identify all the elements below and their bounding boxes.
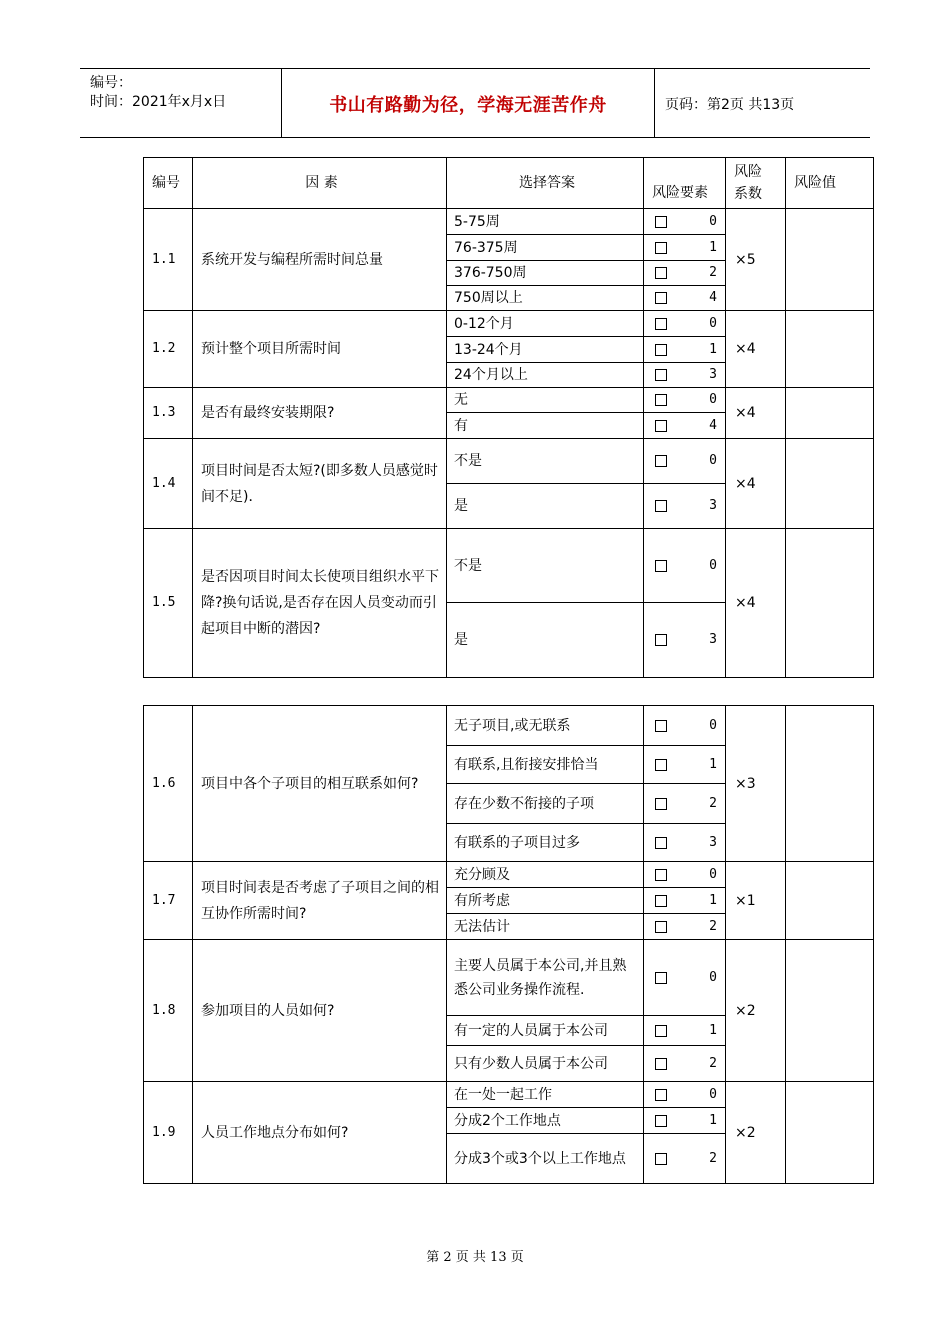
risk-coefficient: ×2 <box>726 940 786 1082</box>
checkbox[interactable] <box>655 837 667 849</box>
table-row <box>144 209 874 235</box>
risk-value-cell <box>786 439 874 529</box>
answer-option: 376-750周 <box>447 261 644 286</box>
item-number: 1.4 <box>144 439 193 529</box>
risk-element-cell <box>644 784 726 824</box>
risk-coefficient: ×4 <box>726 388 786 439</box>
answer-option: 不是 <box>447 529 644 603</box>
risk-coefficient: ×5 <box>726 209 786 311</box>
checkbox[interactable] <box>655 560 667 572</box>
checkbox[interactable] <box>655 1058 667 1070</box>
answer-option: 存在少数不衔接的子项 <box>447 784 644 824</box>
risk-element-cell <box>644 235 726 261</box>
risk-element-cell <box>644 824 726 862</box>
answer-option: 5-75周 <box>447 209 644 235</box>
table-row <box>144 706 874 746</box>
answer-option: 是 <box>447 603 644 678</box>
answer-option: 不是 <box>447 439 644 484</box>
factor-text: 项目时间是否太短?(即多数人员感觉时间不足)． <box>193 439 447 529</box>
risk-element-value: 0 <box>709 315 717 331</box>
risk-value-cell <box>786 209 874 311</box>
risk-element-value: 2 <box>709 1150 717 1166</box>
checkbox[interactable] <box>655 455 667 467</box>
risk-element-value: 1 <box>709 1112 717 1128</box>
risk-element-value: 1 <box>709 239 717 255</box>
answer-option: 主要人员属于本公司,并且熟悉公司业务操作流程. <box>447 940 644 1016</box>
checkbox[interactable] <box>655 292 667 304</box>
checkbox[interactable] <box>655 1115 667 1127</box>
risk-element-value: 3 <box>709 834 717 850</box>
answer-option: 有联系的子项目过多 <box>447 824 644 862</box>
checkbox[interactable] <box>655 267 667 279</box>
risk-element-value: 2 <box>709 795 717 811</box>
risk-element-cell <box>644 1046 726 1082</box>
col-risk-element-header: 风险要素 <box>644 158 726 209</box>
risk-element-cell <box>644 484 726 529</box>
risk-element-cell <box>644 413 726 439</box>
answer-option: 13-24个月 <box>447 337 644 363</box>
checkbox[interactable] <box>655 318 667 330</box>
col-answer-header: 选择答案 <box>447 158 644 209</box>
risk-element-value: 2 <box>709 265 717 280</box>
page-footer: 第 2 页 共 13 页 <box>426 1250 524 1265</box>
risk-element-cell <box>644 940 726 1016</box>
answer-option: 无 <box>447 388 644 413</box>
item-number: 1.6 <box>144 706 193 862</box>
risk-value-cell <box>786 940 874 1082</box>
checkbox[interactable] <box>655 1153 667 1165</box>
answer-option: 750周以上 <box>447 286 644 311</box>
risk-coefficient: ×4 <box>726 439 786 529</box>
risk-element-cell <box>644 706 726 746</box>
item-number: 1.3 <box>144 388 193 439</box>
risk-coef-line2: 系数 <box>734 186 762 202</box>
risk-element-cell <box>644 888 726 914</box>
header-meta <box>80 69 281 137</box>
risk-value-cell <box>786 706 874 862</box>
item-number: 1.2 <box>144 311 193 388</box>
table-row <box>144 529 874 603</box>
answer-option: 无子项目,或无联系 <box>447 706 644 746</box>
risk-element-cell <box>644 439 726 484</box>
table-row <box>144 940 874 1016</box>
answer-option: 充分顾及 <box>447 862 644 888</box>
risk-coefficient: ×2 <box>726 1082 786 1184</box>
checkbox[interactable] <box>655 720 667 732</box>
risk-element-value: 0 <box>709 717 717 733</box>
checkbox[interactable] <box>655 798 667 810</box>
risk-value-cell <box>786 388 874 439</box>
risk-element-value: 1 <box>709 756 717 772</box>
checkbox[interactable] <box>655 895 667 907</box>
checkbox[interactable] <box>655 634 667 646</box>
risk-element-cell <box>644 914 726 940</box>
risk-element-cell <box>644 337 726 363</box>
risk-element-cell <box>644 603 726 678</box>
risk-value-cell <box>786 862 874 940</box>
risk-element-cell <box>644 746 726 784</box>
risk-element-cell <box>644 1016 726 1046</box>
time-label: 时间：2021年x月x日 <box>90 94 227 110</box>
risk-element-value: 1 <box>709 341 717 357</box>
checkbox[interactable] <box>655 394 667 406</box>
risk-element-value: 2 <box>709 918 717 934</box>
motto: 书山有路勤为径，学海无涯苦作舟 <box>329 95 607 116</box>
risk-coefficient: ×4 <box>726 311 786 388</box>
col-factor-header: 因 素 <box>193 158 447 209</box>
factor-text: 参加项目的人员如何? <box>193 940 447 1082</box>
answer-option: 76-375周 <box>447 235 644 261</box>
checkbox[interactable] <box>655 500 667 512</box>
risk-element-value: 0 <box>709 392 717 407</box>
risk-element-cell <box>644 1082 726 1108</box>
col-no-header: 编号 <box>144 158 193 209</box>
risk-element-value: 2 <box>709 1055 717 1071</box>
risk-element-cell <box>644 529 726 603</box>
table-row <box>144 1082 874 1108</box>
answer-option: 分成3个或3个以上工作地点 <box>447 1134 644 1184</box>
risk-element-value: 3 <box>709 367 717 382</box>
risk-element-value: 0 <box>709 213 717 229</box>
risk-element-value: 0 <box>709 557 717 573</box>
checkbox[interactable] <box>655 869 667 881</box>
factor-text: 项目时间表是否考虑了子项目之间的相互协作所需时间? <box>193 862 447 940</box>
risk-element-cell <box>644 261 726 286</box>
risk-element-cell <box>644 311 726 337</box>
risk-table-part-2 <box>143 705 874 1184</box>
checkbox[interactable] <box>655 420 667 432</box>
risk-element-cell <box>644 209 726 235</box>
risk-value-cell <box>786 311 874 388</box>
item-number: 1.8 <box>144 940 193 1082</box>
risk-element-value: 0 <box>709 1086 717 1102</box>
answer-option: 有一定的人员属于本公司 <box>447 1016 644 1046</box>
risk-element-value: 0 <box>709 453 717 468</box>
factor-text: 是否因项目时间太长使项目组织水平下降?换句话说,是否存在因人员变动而引起项目中断的潜因? <box>193 529 447 678</box>
risk-value-cell <box>786 529 874 678</box>
header-motto-cell <box>281 69 655 137</box>
answer-option: 是 <box>447 484 644 529</box>
answer-option: 只有少数人员属于本公司 <box>447 1046 644 1082</box>
answer-option: 无法估计 <box>447 914 644 940</box>
table-row <box>144 311 874 337</box>
answer-option: 分成2个工作地点 <box>447 1108 644 1134</box>
risk-element-value: 3 <box>709 498 717 513</box>
risk-table-part-1 <box>143 157 874 678</box>
checkbox[interactable] <box>655 921 667 933</box>
number-label: 编号： <box>90 75 132 91</box>
header-page-cell <box>655 69 870 137</box>
risk-element-value: 3 <box>709 632 717 647</box>
factor-text: 系统开发与编程所需时间总量 <box>193 209 447 311</box>
risk-coefficient: ×3 <box>726 706 786 862</box>
risk-element-value: 1 <box>709 892 717 908</box>
col-risk-coef-header <box>726 158 786 209</box>
answer-option: 24个月以上 <box>447 363 644 388</box>
factor-text: 预计整个项目所需时间 <box>193 311 447 388</box>
factor-text: 是否有最终安装期限? <box>193 388 447 439</box>
risk-element-value: 1 <box>709 1022 717 1038</box>
checkbox[interactable] <box>655 344 667 356</box>
answer-option: 有所考虑 <box>447 888 644 914</box>
checkbox[interactable] <box>655 242 667 254</box>
page-header <box>80 68 870 138</box>
risk-element-value: 0 <box>709 969 717 985</box>
risk-coef-line1: 风险 <box>734 164 762 180</box>
answer-option: 0-12个月 <box>447 311 644 337</box>
risk-coefficient: ×4 <box>726 529 786 678</box>
risk-element-cell <box>644 1134 726 1184</box>
col-risk-value-header: 风险值 <box>786 158 874 209</box>
item-number: 1.5 <box>144 529 193 678</box>
table-row <box>144 388 874 413</box>
checkbox[interactable] <box>655 1025 667 1037</box>
page-label: 页码：第2页 共13页 <box>665 97 795 113</box>
risk-coefficient: ×1 <box>726 862 786 940</box>
item-number: 1.9 <box>144 1082 193 1184</box>
risk-value-cell <box>786 1082 874 1184</box>
checkbox[interactable] <box>655 1089 667 1101</box>
item-number: 1.1 <box>144 209 193 311</box>
risk-element-cell <box>644 1108 726 1134</box>
answer-option: 在一处一起工作 <box>447 1082 644 1108</box>
table-row <box>144 862 874 888</box>
checkbox[interactable] <box>655 759 667 771</box>
checkbox[interactable] <box>655 972 667 984</box>
risk-element-cell <box>644 286 726 311</box>
factor-text: 人员工作地点分布如何? <box>193 1082 447 1184</box>
answer-option: 有 <box>447 413 644 439</box>
risk-element-value: 4 <box>709 290 717 305</box>
checkbox[interactable] <box>655 369 667 381</box>
risk-element-cell <box>644 363 726 388</box>
risk-element-value: 0 <box>709 866 717 882</box>
answer-option: 有联系,且衔接安排恰当 <box>447 746 644 784</box>
item-number: 1.7 <box>144 862 193 940</box>
risk-element-value: 4 <box>709 417 717 433</box>
factor-text: 项目中各个子项目的相互联系如何? <box>193 706 447 862</box>
risk-element-cell <box>644 862 726 888</box>
table-row <box>144 439 874 484</box>
checkbox[interactable] <box>655 216 667 228</box>
risk-element-cell <box>644 388 726 413</box>
table-header-row <box>144 158 874 209</box>
